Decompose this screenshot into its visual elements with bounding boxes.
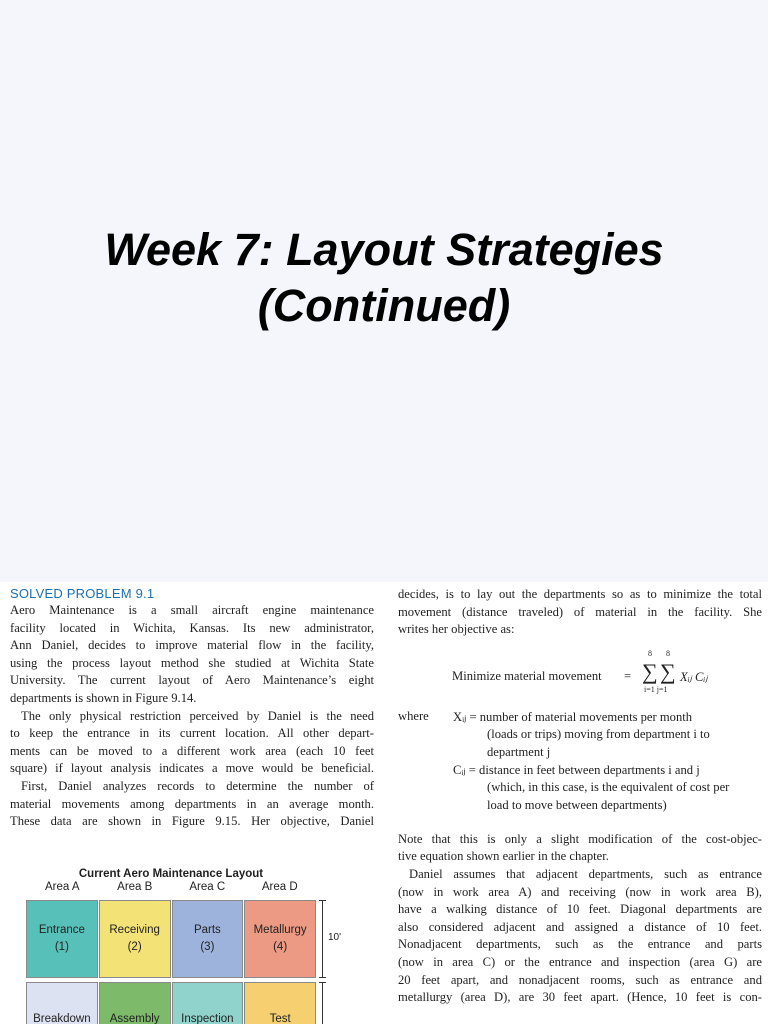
dept-parts <box>172 900 244 978</box>
dept-name: Parts <box>193 924 221 936</box>
dept-name: Test <box>269 1013 291 1024</box>
left-column <box>10 586 374 831</box>
dept-number: (2) <box>127 941 142 953</box>
text-line: have a walking distance of 10 feet. Diagonal departments are <box>398 902 762 917</box>
c-definition-cont: load to move between departments) <box>487 797 667 812</box>
text-line: Note that this is only a slight modification of the cost-objec- <box>398 831 762 846</box>
dept-receiving <box>99 900 171 978</box>
dept-name: Breakdown <box>33 1013 91 1024</box>
text-line: metallurgy (area D), are 30 feet apart. (Hence, 10 feet is con- <box>398 990 762 1005</box>
dimension-line <box>322 900 323 978</box>
c-definition: Cᵢⱼ = distance in feet between departments i and j <box>453 762 700 777</box>
text-line: material movements among departments in an average month. <box>10 796 374 811</box>
c-definition-cont: (which, in this case, is the equivalent of cost per <box>487 780 730 795</box>
text-line: Ann Daniel, decides to improve material flow in the facility, <box>10 638 374 653</box>
area-label: Area B <box>117 881 153 893</box>
x-definition-cont: (loads or trips) moving from department i to <box>487 727 710 742</box>
text-line: These data are shown in Figure 9.15. Her objective, Daniel <box>10 814 374 829</box>
x-definition: Xᵢⱼ = number of material movements per month <box>453 709 693 724</box>
dept-number: (3) <box>200 941 215 953</box>
area-label: Area C <box>189 881 226 893</box>
text-line: tive equation shown earlier in the chapter. <box>398 849 609 864</box>
text-line: 20 feet apart, and nonadjacent rooms, such as entrance and <box>398 972 762 987</box>
text-line: to keep the entrance in its current location. All other depart- <box>10 726 374 741</box>
formula-equals: = <box>624 668 632 683</box>
text-line: ments can be moved to a different work area (each 10 feet <box>10 743 374 758</box>
dept-inspection <box>172 982 244 1024</box>
area-label: Area A <box>44 881 80 893</box>
textbook-scan <box>0 582 768 1024</box>
sigma-symbol: ∑ <box>660 658 676 684</box>
right-column <box>398 586 762 1007</box>
sum-upper-limit: 8 <box>666 648 670 658</box>
text-line: First, Daniel analyzes records to determine the number of <box>21 778 374 793</box>
dept-assembly <box>99 982 171 1024</box>
text-line: writes her objective as: <box>398 622 515 637</box>
text-line: Daniel assumes that adjacent departments, such as entrance <box>409 866 762 881</box>
dept-test <box>244 982 316 1024</box>
area-labels <box>26 881 316 893</box>
text-line: using the process layout method she studied at Wichita State <box>10 655 374 670</box>
text-line: square) if layout analysis indicates a move would be beneficial. <box>10 761 374 776</box>
dept-number: (1) <box>54 941 69 953</box>
dimension-line <box>322 982 323 1024</box>
dept-name: Entrance <box>38 924 85 936</box>
text-line: Nonadjacent departments, such as the entrance and parts <box>398 937 762 952</box>
department-row-1 <box>26 900 316 978</box>
text-line: Aero Maintenance is a small aircraft engine maintenance <box>10 603 374 617</box>
solved-problem-heading: SOLVED PROBLEM 9.1 <box>10 586 155 601</box>
dept-name: Assembly <box>109 1013 160 1024</box>
text-line: also considered adjacent and assigned a distance of 10 feet. <box>398 919 762 934</box>
objective-formula <box>398 647 762 709</box>
area-label: Area D <box>261 881 298 893</box>
dimension-tick <box>319 982 326 983</box>
text-line: (now in work area A) and receiving (now in work area B), <box>398 884 762 899</box>
dept-name: Receiving <box>109 924 160 936</box>
dimension-tick <box>319 900 326 901</box>
department-grid <box>26 900 316 1024</box>
variable-definitions <box>398 709 762 831</box>
department-row-2 <box>26 982 316 1024</box>
text-line: departments is shown in Figure 9.14. <box>10 690 197 705</box>
dept-entrance <box>26 900 98 978</box>
layout-figure <box>26 868 356 1024</box>
x-definition-cont: department j <box>487 744 551 759</box>
text-line: facility located in Wichita, Kansas. Its new administrator, <box>10 620 374 635</box>
text-line: decides, is to lay out the departments so as to minimize the total <box>398 587 762 601</box>
dimension-tick <box>319 977 326 978</box>
dept-name: Inspection <box>181 1013 234 1024</box>
slide-title-line-1: Week 7: Layout Strategies <box>104 224 664 275</box>
figure-title: Current Aero Maintenance Layout <box>78 868 264 880</box>
text-line: The only physical restriction perceived by Daniel is the need <box>21 708 374 723</box>
sigma-symbol: ∑ <box>642 658 658 684</box>
slide-title <box>0 222 768 334</box>
text-line: (now in area C) or the entrance and inspection (area G) are <box>398 954 762 969</box>
where-label: where <box>398 708 429 723</box>
formula-label: Minimize material movement <box>452 668 602 683</box>
text-line: University. The current layout of Aero Maintenance’s eight <box>10 673 374 688</box>
sum-lower-limit: i=1 j=1 <box>644 684 668 694</box>
dimension-label: 10' <box>328 932 342 943</box>
sum-upper-limit: 8 <box>648 648 652 658</box>
dept-name: Metallurgy <box>253 924 307 936</box>
dept-breakdown <box>26 982 98 1024</box>
slide-title-line-2: (Continued) <box>257 280 511 331</box>
text-line: movement (distance traveled) of material in the facility. She <box>398 604 762 619</box>
dept-number: (4) <box>273 941 288 953</box>
formula-term: Xᵢⱼ Cᵢⱼ <box>680 669 708 684</box>
dept-metallurgy <box>244 900 316 978</box>
